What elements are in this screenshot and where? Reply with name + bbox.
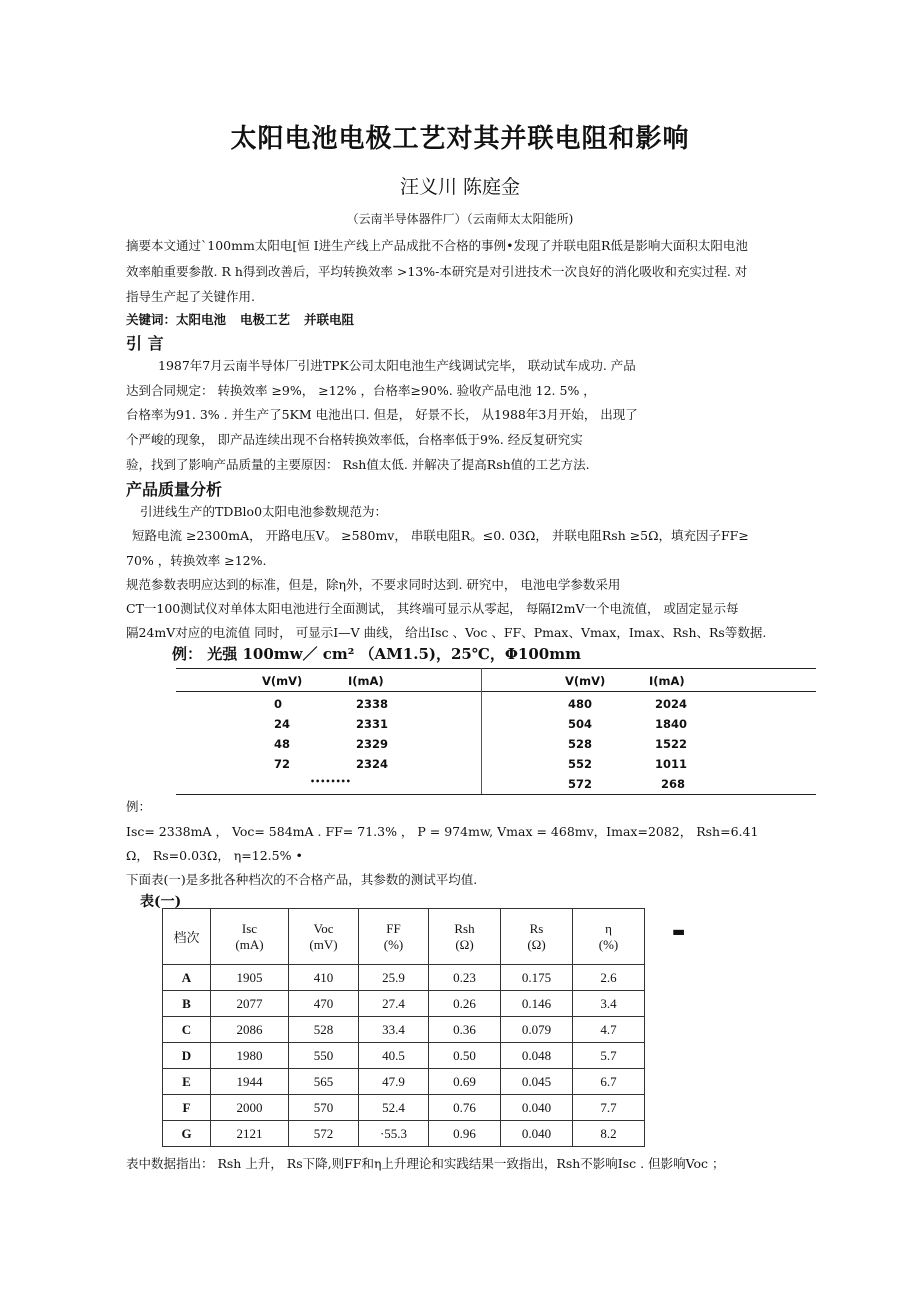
table-cell: 3.4 [573,991,645,1017]
paragraph-line: 达到合同规定： 转换效率 ≥9%， ≥12% ，台格率≥90%. 验收产品电池 12. 5% ， [126,383,596,398]
section-heading-quality: 产品质量分析 [126,480,223,499]
table-cell: 410 [289,965,359,991]
table-row [163,1121,645,1147]
table-header-row [163,909,645,965]
table-cell: 1522 [655,737,688,751]
table-row [163,991,645,1017]
table1-caption: 表(一) [140,894,182,910]
table-cell: 0.040 [501,1121,573,1147]
table-cell: 2324 [356,757,389,771]
table-cell: 6.7 [573,1069,645,1095]
table-cell: G [163,1121,211,1147]
table-cell: 5.7 [573,1043,645,1069]
column-header: I(mA) [348,674,384,688]
column-header: Rsh (Ω) [429,909,501,965]
table-cell: 25.9 [359,965,429,991]
paragraph-line: 台格率为91. 3% . 并生产了5KM 电池出口. 但是， 好景不长， 从1988年3月开始， 出现了 [126,407,638,422]
table-cell: F [163,1095,211,1121]
table-row [163,1017,645,1043]
table-cell: 33.4 [359,1017,429,1043]
table-cell: 504 [568,717,593,731]
column-header: I(mA) [649,674,685,688]
table-cell: 27.4 [359,991,429,1017]
example-label: 例： [126,799,152,814]
table-row [163,1043,645,1069]
table-cell: 1905 [211,965,289,991]
table-cell: 2077 [211,991,289,1017]
table-cell: 2.6 [573,965,645,991]
table-cell: 0.146 [501,991,573,1017]
abstract-line: 指导生产起了关键作用. [126,289,255,304]
paragraph-line: CT一100测试仪对单体太阳电池进行全面测试， 其终端可显示从零起， 每隔I2mV一个电流值， 或固定显示每 [126,601,739,616]
table-row [163,965,645,991]
paragraph-line: 下面表(一)是多批各种档次的不合格产品，其参数的测试平均值. [126,872,478,887]
table-cell: B [163,991,211,1017]
table-cell: 0 [274,697,283,711]
abstract-line: 摘要本文通过`100mm太阳电[恒 I进生产线上产品成批不合格的事例•发现了并联电阻R低是影响大面积太阳电池 [126,238,748,253]
table-cell: 572 [568,777,593,791]
paragraph-line: 引进线生产的TDBlo0太阳电池参数规范为： [140,504,388,519]
table-cell: 24 [274,717,291,731]
paragraph-line: 规范参数表明应达到的标准，但是，除η外，不要求同时达到. 研究中， 电池电学参数采用 [126,577,621,592]
table-cell: 2086 [211,1017,289,1043]
column-header: V(mV) [565,674,606,688]
table-cell: 0.175 [501,965,573,991]
table-cell: 2331 [356,717,389,731]
table-cell: 1840 [655,717,688,731]
section-heading-intro: 引 言 [126,334,164,353]
table-cell: 0.69 [429,1069,501,1095]
table-cell: 0.040 [501,1095,573,1121]
table-cell: 1011 [655,757,688,771]
keyword: 电极工艺 [240,312,291,327]
paragraph-line: 70% ，转换效率 ≥12%. [126,553,267,568]
table-cell: 480 [568,697,593,711]
table-cell: 552 [568,757,593,771]
table-cell: •••••••• [310,777,351,786]
page-title: 太阳电池电极工艺对其并联电阻和影响 [230,124,690,154]
table-cell: C [163,1017,211,1043]
table-cell: 2024 [655,697,688,711]
table-cell: 0.23 [429,965,501,991]
table-divider [481,668,482,794]
table-cell: 1980 [211,1043,289,1069]
table-cell: 268 [661,777,686,791]
abstract-line: 效率舶重要参散. R h得到改善后，平均转换效率 >13%-本研究是对引进技术一次良好的消化吸收和充实过程. 对 [126,264,748,279]
keyword: 并联电阻 [304,312,355,327]
table1 [162,908,645,1147]
table-cell: 0.079 [501,1017,573,1043]
table-cell: 48 [274,737,291,751]
table-cell: 8.2 [573,1121,645,1147]
table-cell: 0.26 [429,991,501,1017]
table-row [163,1095,645,1121]
column-header: 档次 [163,909,211,965]
table-cell: 47.9 [359,1069,429,1095]
table-cell: 0.36 [429,1017,501,1043]
table-cell: 470 [289,991,359,1017]
column-header: FF (%) [359,909,429,965]
scan-mark: ▬ [672,924,686,940]
column-header: Voc (mV) [289,909,359,965]
table-cell: 0.50 [429,1043,501,1069]
paragraph-line: 1987年7月云南半导体厂引进TPK公司太阳电池生产线调试完毕， 联动试车成功. 产品 [158,358,636,373]
column-header: Rs (Ω) [501,909,573,965]
table-cell: E [163,1069,211,1095]
table-cell: 565 [289,1069,359,1095]
table-cell: 2329 [356,737,389,751]
table-rule [176,794,816,795]
paragraph-line: 短路电流 ≥2300mA， 开路电压V。 ≥580mv， 串联电阻R。≤0. 03Ω， 并联电阻Rsh ≥5Ω，填充因子FF≥ [132,528,749,543]
table-cell: 1944 [211,1069,289,1095]
table-cell: A [163,965,211,991]
table-cell: 0.76 [429,1095,501,1121]
authors: 汪义川 陈庭金 [399,176,521,198]
keyword: 太阳电池 [176,312,227,327]
table-cell: 0.048 [501,1043,573,1069]
example-result-line: Isc= 2338mA ， Voc= 584mA . FF= 71.3% ， P = 974mw, Vmax = 468mv，Imax=2082， Rsh=6.41 [126,824,759,839]
table-cell: 2338 [356,697,389,711]
table-cell: 52.4 [359,1095,429,1121]
table-cell: ·55.3 [359,1121,429,1147]
keywords [126,310,368,328]
affiliation: （云南半导体器件厂）（云南师太太阳能所) [346,212,574,226]
example-table-caption: 例： 光强 100mw／ cm² （AM1.5)，25℃，Φ100mm [172,645,581,663]
table-cell: 4.7 [573,1017,645,1043]
paragraph-line: 个严峻的现象， 即产品连续出现不台格转换效率低，台格率低于9%. 经反复研究实 [126,432,583,447]
table-cell: 528 [289,1017,359,1043]
table-cell: D [163,1043,211,1069]
table-cell: 40.5 [359,1043,429,1069]
table-cell: 570 [289,1095,359,1121]
paragraph-line: 验，找到了影响产品质量的主要原因： Rsh值太低. 并解决了提高Rsh值的工艺方法. [126,457,590,472]
column-header: V(mV) [262,674,303,688]
table-cell: 550 [289,1043,359,1069]
table-cell: 2000 [211,1095,289,1121]
table-cell: 7.7 [573,1095,645,1121]
keywords-label: 关键词： [126,312,177,327]
table-cell: 2121 [211,1121,289,1147]
paragraph-line: 隔24mV对应的电流值 同时， 可显示I—V 曲线， 给出Isc 、Voc 、FF、Pmax、Vmax，Imax、Rsh、Rs等数据. [126,625,767,640]
paragraph-line: 表中数据指出： Rsh 上升， Rs下降,则FF和η上升理论和实践结果一致指出，Rsh不影响Isc . 但影响Voc ； [126,1156,725,1171]
table-rule [176,691,816,692]
table-cell: 72 [274,757,291,771]
table-cell: 572 [289,1121,359,1147]
example-result-line: Ω， Rs=0.03Ω， η=12.5% • [126,848,303,863]
column-header: η (%) [573,909,645,965]
table-rule [176,668,816,669]
table-cell: 528 [568,737,593,751]
table-row [163,1069,645,1095]
table-cell: 0.045 [501,1069,573,1095]
table-cell: 0.96 [429,1121,501,1147]
column-header: Isc (mA) [211,909,289,965]
